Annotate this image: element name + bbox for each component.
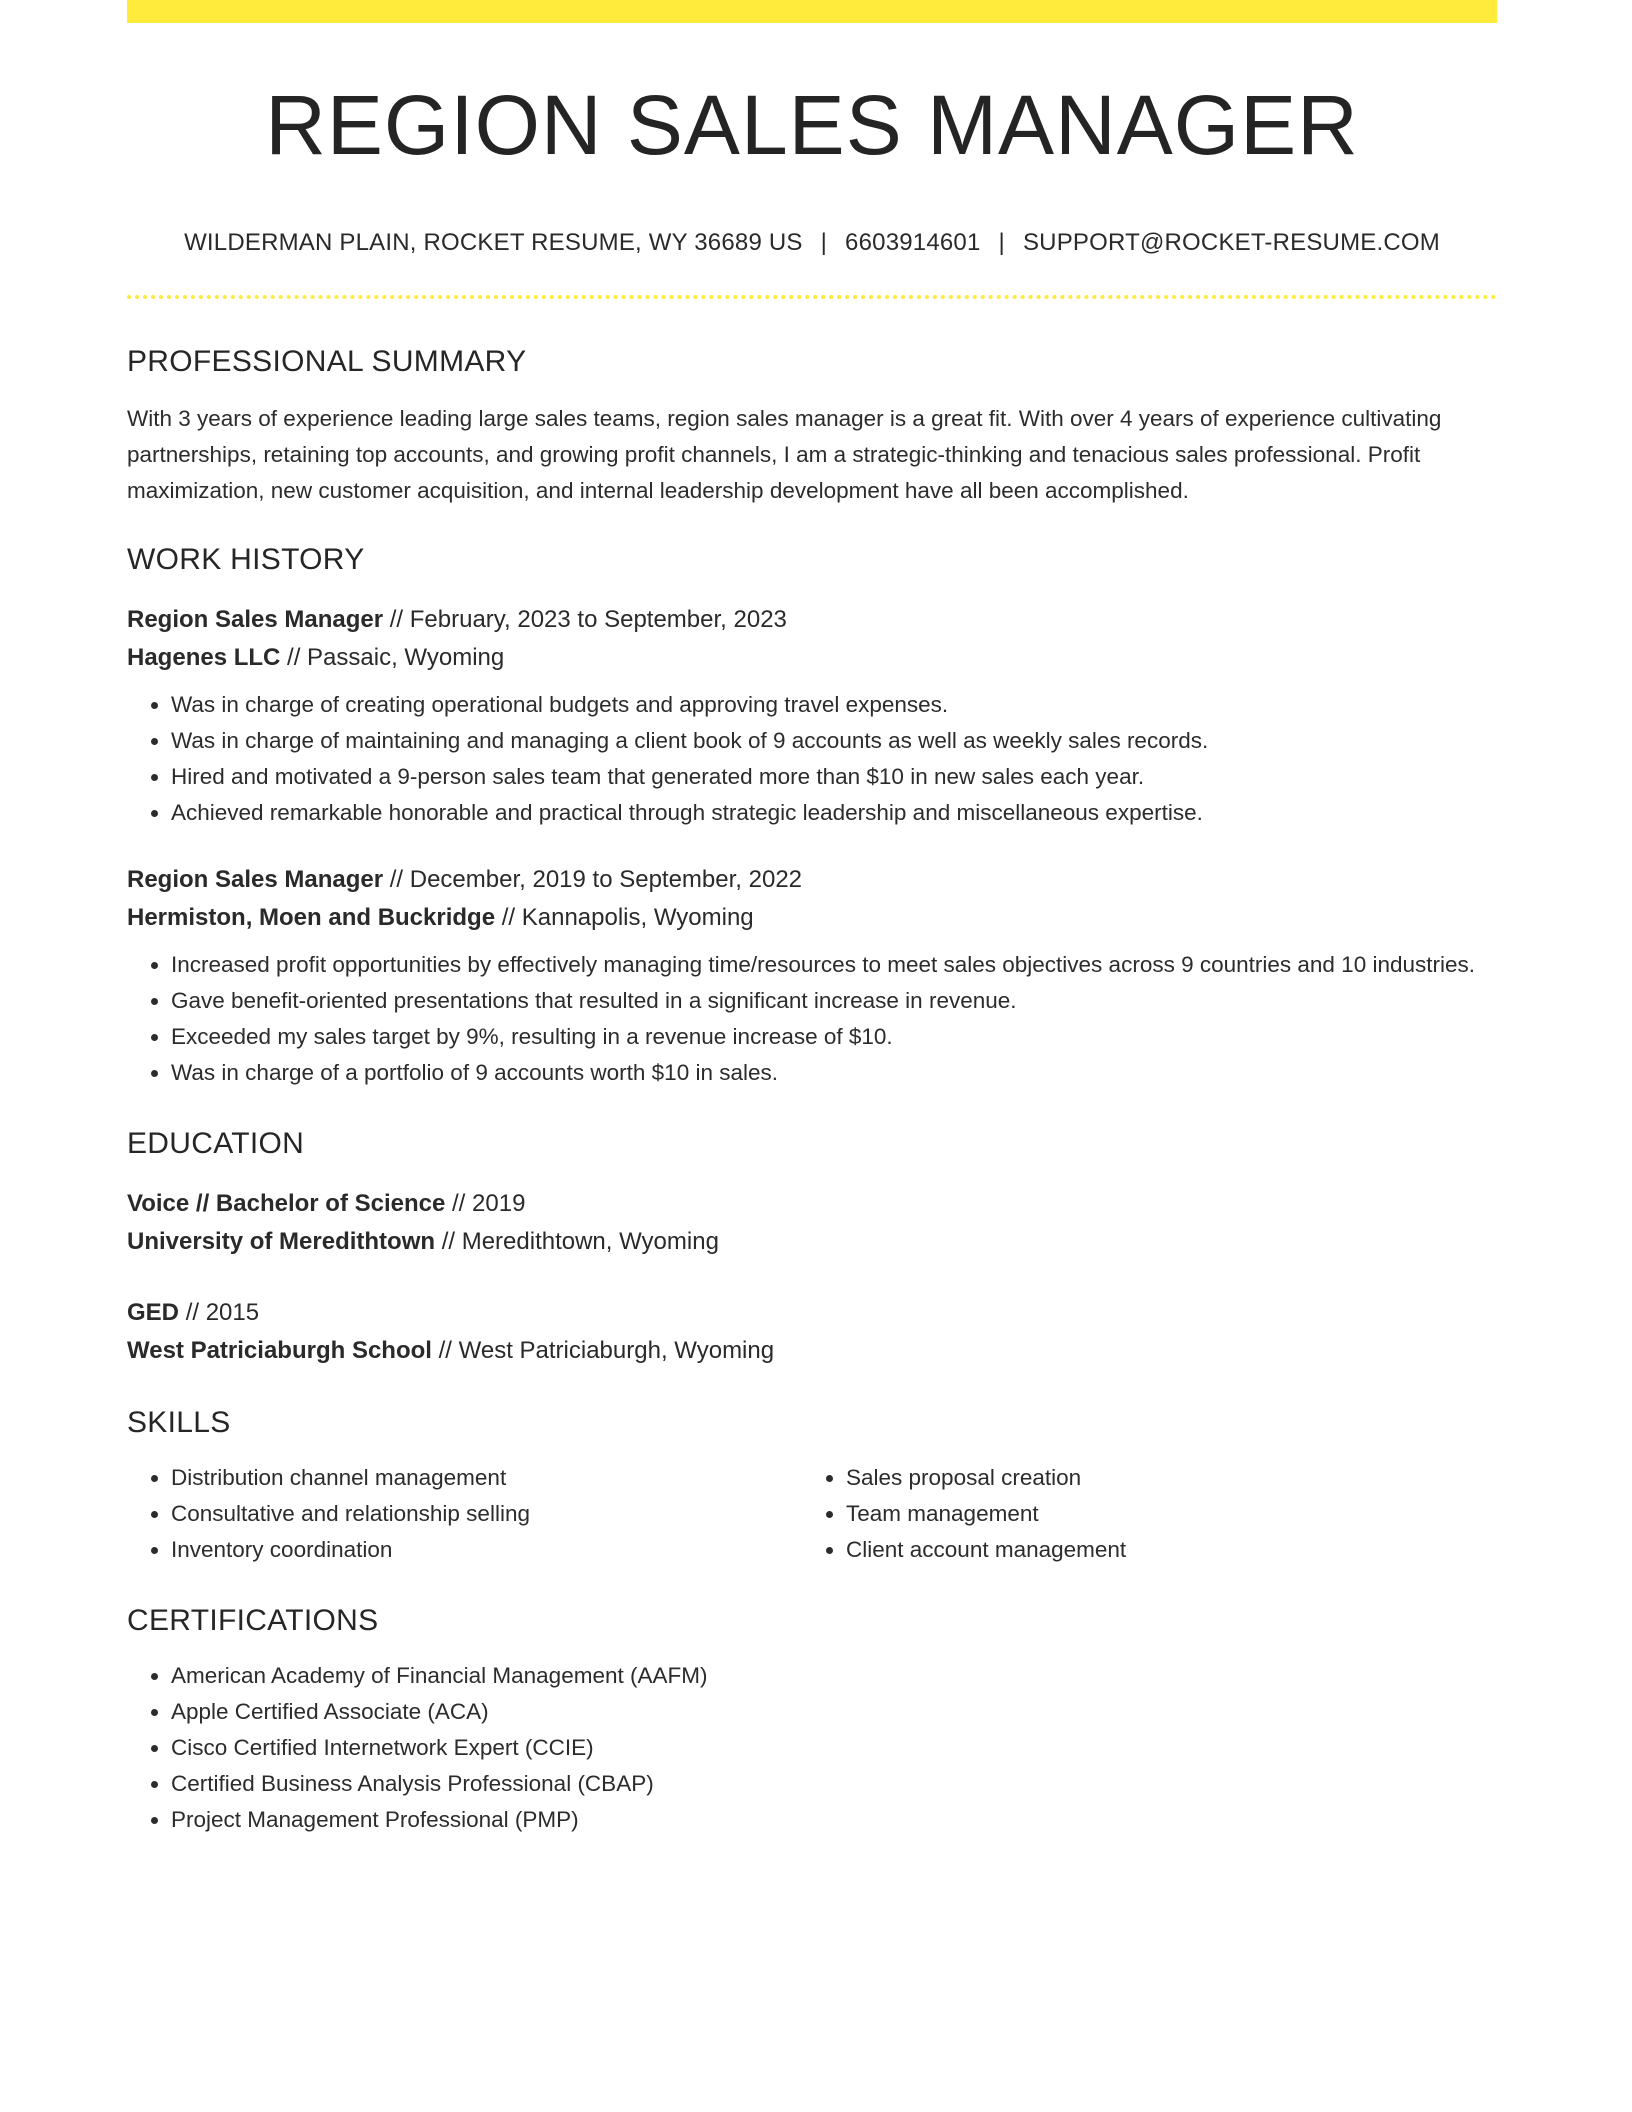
list-item: • Increased profit opportunities by effectively managing time/resources to meet sales objectives across 9 countries and 10 industries. (171, 947, 1497, 983)
contact-address: WILDERMAN PLAIN, ROCKET RESUME, WY 36689 US (184, 229, 803, 256)
contact-separator: | (820, 229, 828, 256)
education-degree-line (127, 1294, 1497, 1332)
summary-text: With 3 years of experience leading large sales teams, region sales manager is a great fit. With over 4 years of experience cultivating partnerships, retaining top accounts, and growing profit channels, I am a strategic-thinking and tenacious sales professional. Profit maximization, new customer acquisition, and internal leadership development have all been accomplished. (127, 406, 1442, 503)
accent-top-bar (127, 0, 1497, 23)
education-entry (127, 1185, 1497, 1261)
job-bullets (127, 947, 1497, 1091)
contact-separator: | (998, 229, 1005, 256)
list-item: • Was in charge of maintaining and managing a client book of 9 accounts as well as weekly sales records. (171, 723, 1497, 759)
education-degree: Voice // Bachelor of Science (127, 1190, 446, 1217)
list-item: • Team management (846, 1496, 1477, 1532)
list-item: • Certified Business Analysis Professional (CBAP) (171, 1766, 1497, 1802)
skills-column-left (127, 1460, 802, 1568)
education-degree: GED (127, 1299, 180, 1326)
certifications-list (127, 1658, 1497, 1838)
job-company-line (127, 899, 1497, 937)
education-school: West Patriciaburgh School (127, 1337, 432, 1364)
skills-grid (127, 1460, 1497, 1568)
job-dates: // February, 2023 to September, 2023 (389, 606, 787, 633)
list-item: • Hired and motivated a 9-person sales team that generated more than $10 in new sales each year. (171, 759, 1497, 795)
list-item: • Project Management Professional (PMP) (171, 1802, 1497, 1838)
list-item: • Gave benefit-oriented presentations that resulted in a significant increase in revenue. (171, 983, 1497, 1019)
job-title-line (127, 861, 1497, 899)
job-company: Hermiston, Moen and Buckridge (127, 904, 496, 931)
education-school: University of Meredithtown (127, 1228, 436, 1255)
job-role: Region Sales Manager (127, 606, 384, 633)
job-location: // Kannapolis, Wyoming (501, 904, 754, 931)
education-location: // West Patriciaburgh, Wyoming (438, 1337, 775, 1364)
work-history-heading: WORK HISTORY (127, 543, 365, 576)
job-title-line (127, 601, 1497, 639)
dotted-divider (127, 295, 1497, 299)
list-item: • Was in charge of creating operational budgets and approving travel expenses. (171, 687, 1497, 723)
education-year: // 2015 (185, 1299, 260, 1326)
contact-line (127, 231, 1497, 255)
job-location: // Passaic, Wyoming (287, 644, 505, 671)
education-school-line (127, 1332, 1497, 1370)
contact-phone: 6603914601 (845, 229, 981, 256)
list-item: • Was in charge of a portfolio of 9 accounts worth $10 in sales. (171, 1055, 1497, 1091)
education-entry (127, 1294, 1497, 1370)
list-item: • American Academy of Financial Management (AAFM) (171, 1658, 1497, 1694)
summary-heading: PROFESSIONAL SUMMARY (127, 345, 527, 378)
job-dates: // December, 2019 to September, 2022 (389, 866, 803, 893)
education-heading: EDUCATION (127, 1127, 305, 1160)
list-item: • Distribution channel management (171, 1460, 802, 1496)
job-company-line (127, 639, 1497, 677)
education-location: // Meredithtown, Wyoming (441, 1228, 719, 1255)
list-item: • Apple Certified Associate (ACA) (171, 1694, 1497, 1730)
list-item: • Cisco Certified Internetwork Expert (CCIE) (171, 1730, 1497, 1766)
job-role: Region Sales Manager (127, 866, 384, 893)
education-year: // 2019 (452, 1190, 526, 1217)
list-item: • Client account management (846, 1532, 1477, 1568)
skills-heading: SKILLS (127, 1406, 231, 1439)
certifications-heading: CERTIFICATIONS (127, 1604, 379, 1637)
list-item: • Inventory coordination (171, 1532, 802, 1568)
candidate-title: REGION SALES MANAGER (265, 78, 1359, 172)
job-entry (127, 861, 1497, 1091)
education-school-line (127, 1223, 1497, 1261)
education-degree-line (127, 1185, 1497, 1223)
list-item: • Exceeded my sales target by 9%, resulting in a revenue increase of $10. (171, 1019, 1497, 1055)
job-bullets (127, 687, 1497, 831)
list-item: • Achieved remarkable honorable and practical through strategic leadership and miscellaneous expertise. (171, 795, 1497, 831)
job-company: Hagenes LLC (127, 644, 281, 671)
contact-email: SUPPORT@ROCKET-RESUME.COM (1022, 229, 1440, 256)
list-item: • Consultative and relationship selling (171, 1496, 802, 1532)
skills-column-right (802, 1460, 1477, 1568)
job-entry (127, 601, 1497, 831)
resume-page (127, 0, 1497, 1838)
list-item: • Sales proposal creation (846, 1460, 1477, 1496)
